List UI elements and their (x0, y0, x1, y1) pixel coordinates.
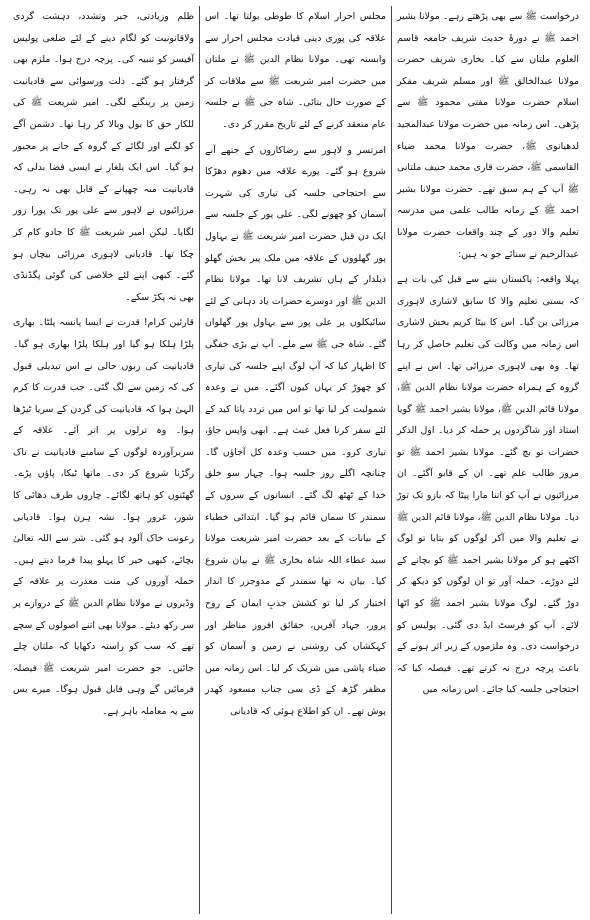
column-left (8, 6, 200, 914)
column-middle (200, 6, 392, 914)
paragraph: پہلا واقعہ: پاکستان بننے سے قبل کی بات ہے کہ بستی تعلیم والا کا سابق لاشاری لاہوری مرزائی بن گیا۔ اس کا بیٹا کریم بخش لاشاری اس زمانہ میں وکالت کی تعلیم حاصل کر رہا تھا۔ وہ بھی لاہوری مرزائی تھا۔ اس نے اپنے گروہ کے ہمراہ حضرت مولانا نظام الدین ﷺ، مولانا قائم الدین ﷺ، مولانا بشیر احمد ﷺ گویا استاذ اور شاگردوں پر حملہ کر دیا۔ اول الذکر حضرات تو بچ گئے۔ مولانا بشیر احمد ﷺ تو مروز طالب علم تھے۔ ان کے قابو آگئے۔ ان مرزائیوں نے آپ کو اتنا مارا پیٹا کہ بازو تک توڑ دیا۔ مولانا نظام الدین ﷺ، مولانا قائم الدین ﷺ نے تعلیم والا میں آکر لوگوں کو بتایا تو لوگ اکٹھے ہو کر مولانا بشیر احمد ﷺ کو بچانے کے لئے دوڑے۔ حملہ آور تو ان لوگوں کو دیکھ کر دوڑ گئے۔ لوگ مولانا بشیر احمد ﷺ کو اٹھا لائے۔ آپ کو فرسٹ ایڈ دی گئی۔ پولیس کو درخواست دی۔ وہ ملزموں کے زیر اثر ہونے کے باعث پرچہ درج نہ کرتے تھے۔ فیصلہ کیا کہ احتجاجی جلسہ کیا جائے۔ اس زمانہ میں (397, 274, 579, 696)
column-right (392, 6, 584, 914)
paragraph: مجلس احرار اسلام کا طوطی بولتا تھا۔ اس علاقہ کی پوری دینی قیادت مجلس احرار سے وابستہ تھی۔ مولانا نظام الدین ﷺ نے ملتان میں حضرت امیر شریعت ﷺ سے ملاقات کر کے صورت حال بتائی۔ شاہ جی ﷺ نے جلسہ عام منعقد کرنے کے لئے تاریخ مقرر کر دی۔ (205, 11, 386, 130)
paragraph: درخواست ﷺ سے بھی پڑھتے رہے۔ مولانا بشیر احمد ﷺ نے دورۂ حدیث شریف جامعہ قاسم العلوم ملتان سے کیا۔ بخاری شریف حضرت مولانا عبدالخالق ﷺ اور مسلم شریف مفکر اسلام حضرت مولانا مفتی محمود ﷺ سے پڑھی۔ اس زمانہ میں حضرت مولانا عبدالمجید لدھیانوی ﷺ، حضرت مولانا محمد ضیاء القاسمی ﷺ، حضرت قاری محمد حنیف ملتانی ﷺ آپ کے ہم سبق تھے۔ حضرت مولانا بشیر احمد ﷺ کے زمانہ طالب علمی میں مدرسہ تعلیم والا دور کے چند واقعات حضرت مولانا عبدالرحیم نے سنائے جو یہ ہیں: (397, 11, 579, 260)
text-columns (6, 6, 584, 914)
paragraph: امرتسر و لاہور سے رضاکاروں کے جتھے آنے شروع ہو گئے۔ پورے علاقہ میں دھوم دھڑکا سے احتجاجی جلسہ کی تیاری کی شہرت آسمان کو چھونے لگی۔ علی پور کے جلسہ سے ایک دن قبل حضرت امیر شریعت ﷺ نے بہاول پور گھلووں کے علاقہ میں ملک پیر بخش گھلو ذیلدار کے ہاں تشریف لانا تھا۔ مولانا نظام الدین ﷺ اور دوسرے حضرات یاد دہانی کے لئے سائیکلوں پر علی پور سے بہاول پور گھلواں گئے۔ شاہ جی ﷺ سے ملے۔ آپ نے بڑی خفگی کا اظہار کیا کہ آپ لوگ اپنے جلسہ کی تیاری کو چھوڑ کر یہاں کیوں آگئے۔ میں نے وعدہ شمولیت کر لیا تھا تو اس میں تردد پاتا کید کے لئے سفر کرنا فعل عبث ہے۔ ابھی واپس جاؤ، تیاری کرو۔ میں حسب وعدہ کل آجاؤں گا۔ چنانچہ اگلے روز جلسہ ہوا۔ چہار سو خلق خدا کے ٹھٹھ لگ گئے۔ انسانوں کے سروں کے سمندر کا سماں قائم ہو گیا۔ ابتدائی خطباء کے بیانات کے بعد حضرت امیر شریعت مولانا سید عطاء اللہ شاہ بخاری ﷺ نے بیان شروع کیا۔ بیان نہ تھا سمندر کے مدوجزر کا انداز اختیار کر لیا تو کشش جذبِ ایمان کے روح پرور، جہاد آفریں، حقائق افروز مناظر اور کہکشاں کی روشنی نے زمین و آسمان کو ضیاء پاشی میں شریک کر لیا۔ اس زمانہ میں مظفر گڑھ کے ڈی سی جناب مسعود کھدر پوش تھے۔ ان کو اطلاع ہوئی کہ قادیانی (205, 144, 386, 717)
paragraph: ظلم وزیادتی، جبر وتشدد، دہشت گردی ولاقانونیت کو لگام دینے کے لئے ضلعی پولیس آفیسر کو تنبیہ کی۔ پرچہ درج ہوا۔ ملزم بھی گرفتار ہو گئے۔ ذلت ورسوائی سے قادیانیت زمین پر رینگنے لگی۔ امیر شریعت ﷺ کی للکار حق کا بول وبالا کر رہا تھا۔ دشمن آگے کو لگنے اور لگائے کے گروہ کے جانے پر مجبور ہو گیا۔ اس ایک یلغار نے ایسی فضا بدلی کہ قادیانیت منہ چھپانے کے قابل بھی نہ رہی۔ مرزائیوں نے لاہور سے علی پور تک پورا زور لگایا۔ لیکن امیر شریعت ﷺ کا جادو کام کر چکا تھا۔ قادیانی لاہوری مرزائی بیچاں ہو گئے۔ کبھی اپنے لئے خلاصی کی گوئی پگڈنڈی بھی نہ پکڑ سکے۔ (13, 11, 194, 303)
paragraph: قارئین کرام! قدرت نے ایسا پانسہ پلٹا۔ بھاری پلڑا ہلکا ہو گیا اور ہلکا پلڑا بھاری ہو گیا۔ قادیانیت کی زبوں حالی نے اس تبدیلی قبول کی کہ زمین سے لگ گئی۔ جب قدرت کا کرم الہیٰ ہوا کہ قادیانیت کی گردن کے سریا ٹیڑھا ہوا۔ وہ ترلوں پر اتر آئے۔ علاقہ کے سربرآوردہ لوگوں کے سامنے قادیانیت نے ناک رگڑنا شروع کر دی۔ ماتھا ٹیکا، پاؤں پڑے۔ گھٹنوں کو ہاتھ لگائے۔ چاروں طرف دھائی کا شور، غرور ہوا۔ نشہ ہرن ہوا۔ قادیانی رعونت خاک آلود ہو گئی۔ شر سے اللہ تعالیٰ بچائے، کبھی خیر کا پہلو پیدا فرما دیتے ہیں۔ حملہ آوروں کی منت معذرت پر علاقہ کے وڈیروں نے مولانا نظام الدین ﷺ کے دروازے پر سر رکھ دیئے۔ مولانا بھی اتنے اصولوں کے سچے تھے کہ سب کو راستہ دکھایا کہ ملتان چلے جائیں۔ جو حضرت امیر شریعت ﷺ فیصلہ فرمائیں گے وہی قابل قبول ہوگا۔ میرے بس سے یہ معاملہ باہر ہے۔ (13, 317, 194, 717)
